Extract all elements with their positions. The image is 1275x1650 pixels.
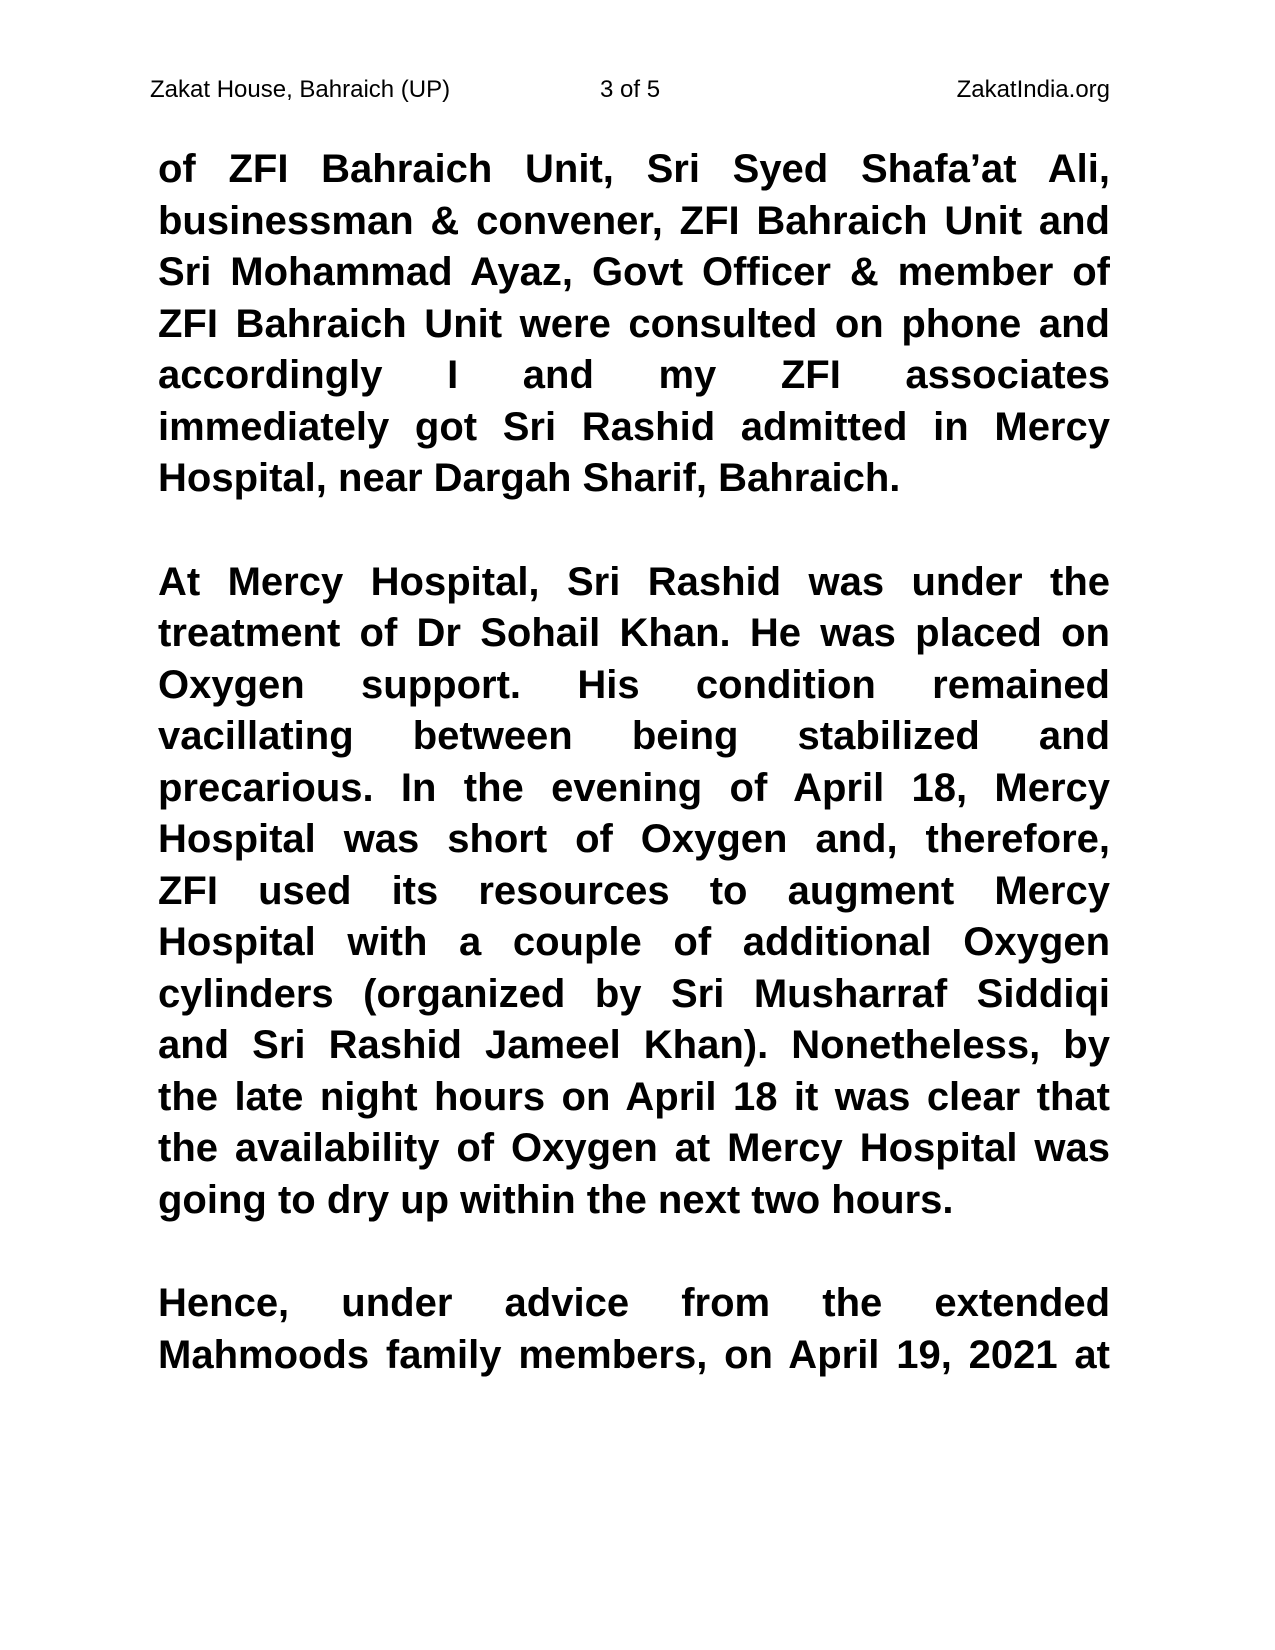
text-line: the late night hours on April 18 it was clear that bbox=[158, 1074, 1110, 1119]
text-line: of ZFI Bahraich Unit, Sri Syed Shafa’at Ali, bbox=[158, 147, 1110, 191]
text-line: immediately got Sri Rashid admitted in Mercy bbox=[158, 404, 1110, 449]
paragraph bbox=[158, 1278, 1110, 1381]
text-line: and Sri Rashid Jameel Khan). Nonetheless, by bbox=[158, 1023, 1110, 1067]
page-header bbox=[150, 70, 1110, 110]
text-line: accordingly I and my ZFI associates bbox=[158, 353, 1110, 397]
page-number: 3 of 5 bbox=[600, 76, 661, 103]
text-line: Hence, under advice from the extended bbox=[158, 1281, 1110, 1325]
text-line: Sri Mohammad Ayaz, Govt Officer & member of bbox=[158, 250, 1110, 294]
text-line: ZFI Bahraich Unit were consulted on phone and bbox=[158, 301, 1110, 346]
text-line: the availability of Oxygen at Mercy Hospital was bbox=[158, 1126, 1110, 1170]
paragraph bbox=[158, 144, 1110, 505]
text-line: treatment of Dr Sohail Khan. He was placed on bbox=[158, 611, 1110, 655]
text-line: Mahmoods family members, on April 19, 2021 at bbox=[158, 1332, 1110, 1377]
text-line: Oxygen support. His condition remained bbox=[158, 662, 1110, 707]
text-line: vacillating between being stabilized and bbox=[158, 714, 1110, 758]
text-line: cylinders (organized by Sri Musharraf Siddiqi bbox=[158, 971, 1110, 1016]
text-line: businessman & convener, ZFI Bahraich Unit and bbox=[158, 198, 1110, 243]
text-line: ZFI used its resources to augment Mercy bbox=[158, 868, 1110, 913]
text-line: At Mercy Hospital, Sri Rashid was under the bbox=[158, 559, 1110, 604]
text-line: Hospital, near Dargah Sharif, Bahraich. bbox=[158, 456, 901, 500]
text-line: going to dry up within the next two hours. bbox=[158, 1177, 954, 1222]
header-website: ZakatIndia.org bbox=[956, 76, 1110, 103]
text-line: Hospital with a couple of additional Oxygen bbox=[158, 920, 1110, 964]
text-line: Hospital was short of Oxygen and, therefore, bbox=[158, 817, 1110, 861]
document-body bbox=[158, 144, 1110, 1433]
header-location: Zakat House, Bahraich (UP) bbox=[150, 76, 451, 103]
text-line: precarious. In the evening of April 18, Mercy bbox=[158, 765, 1110, 810]
paragraph bbox=[158, 557, 1110, 1227]
